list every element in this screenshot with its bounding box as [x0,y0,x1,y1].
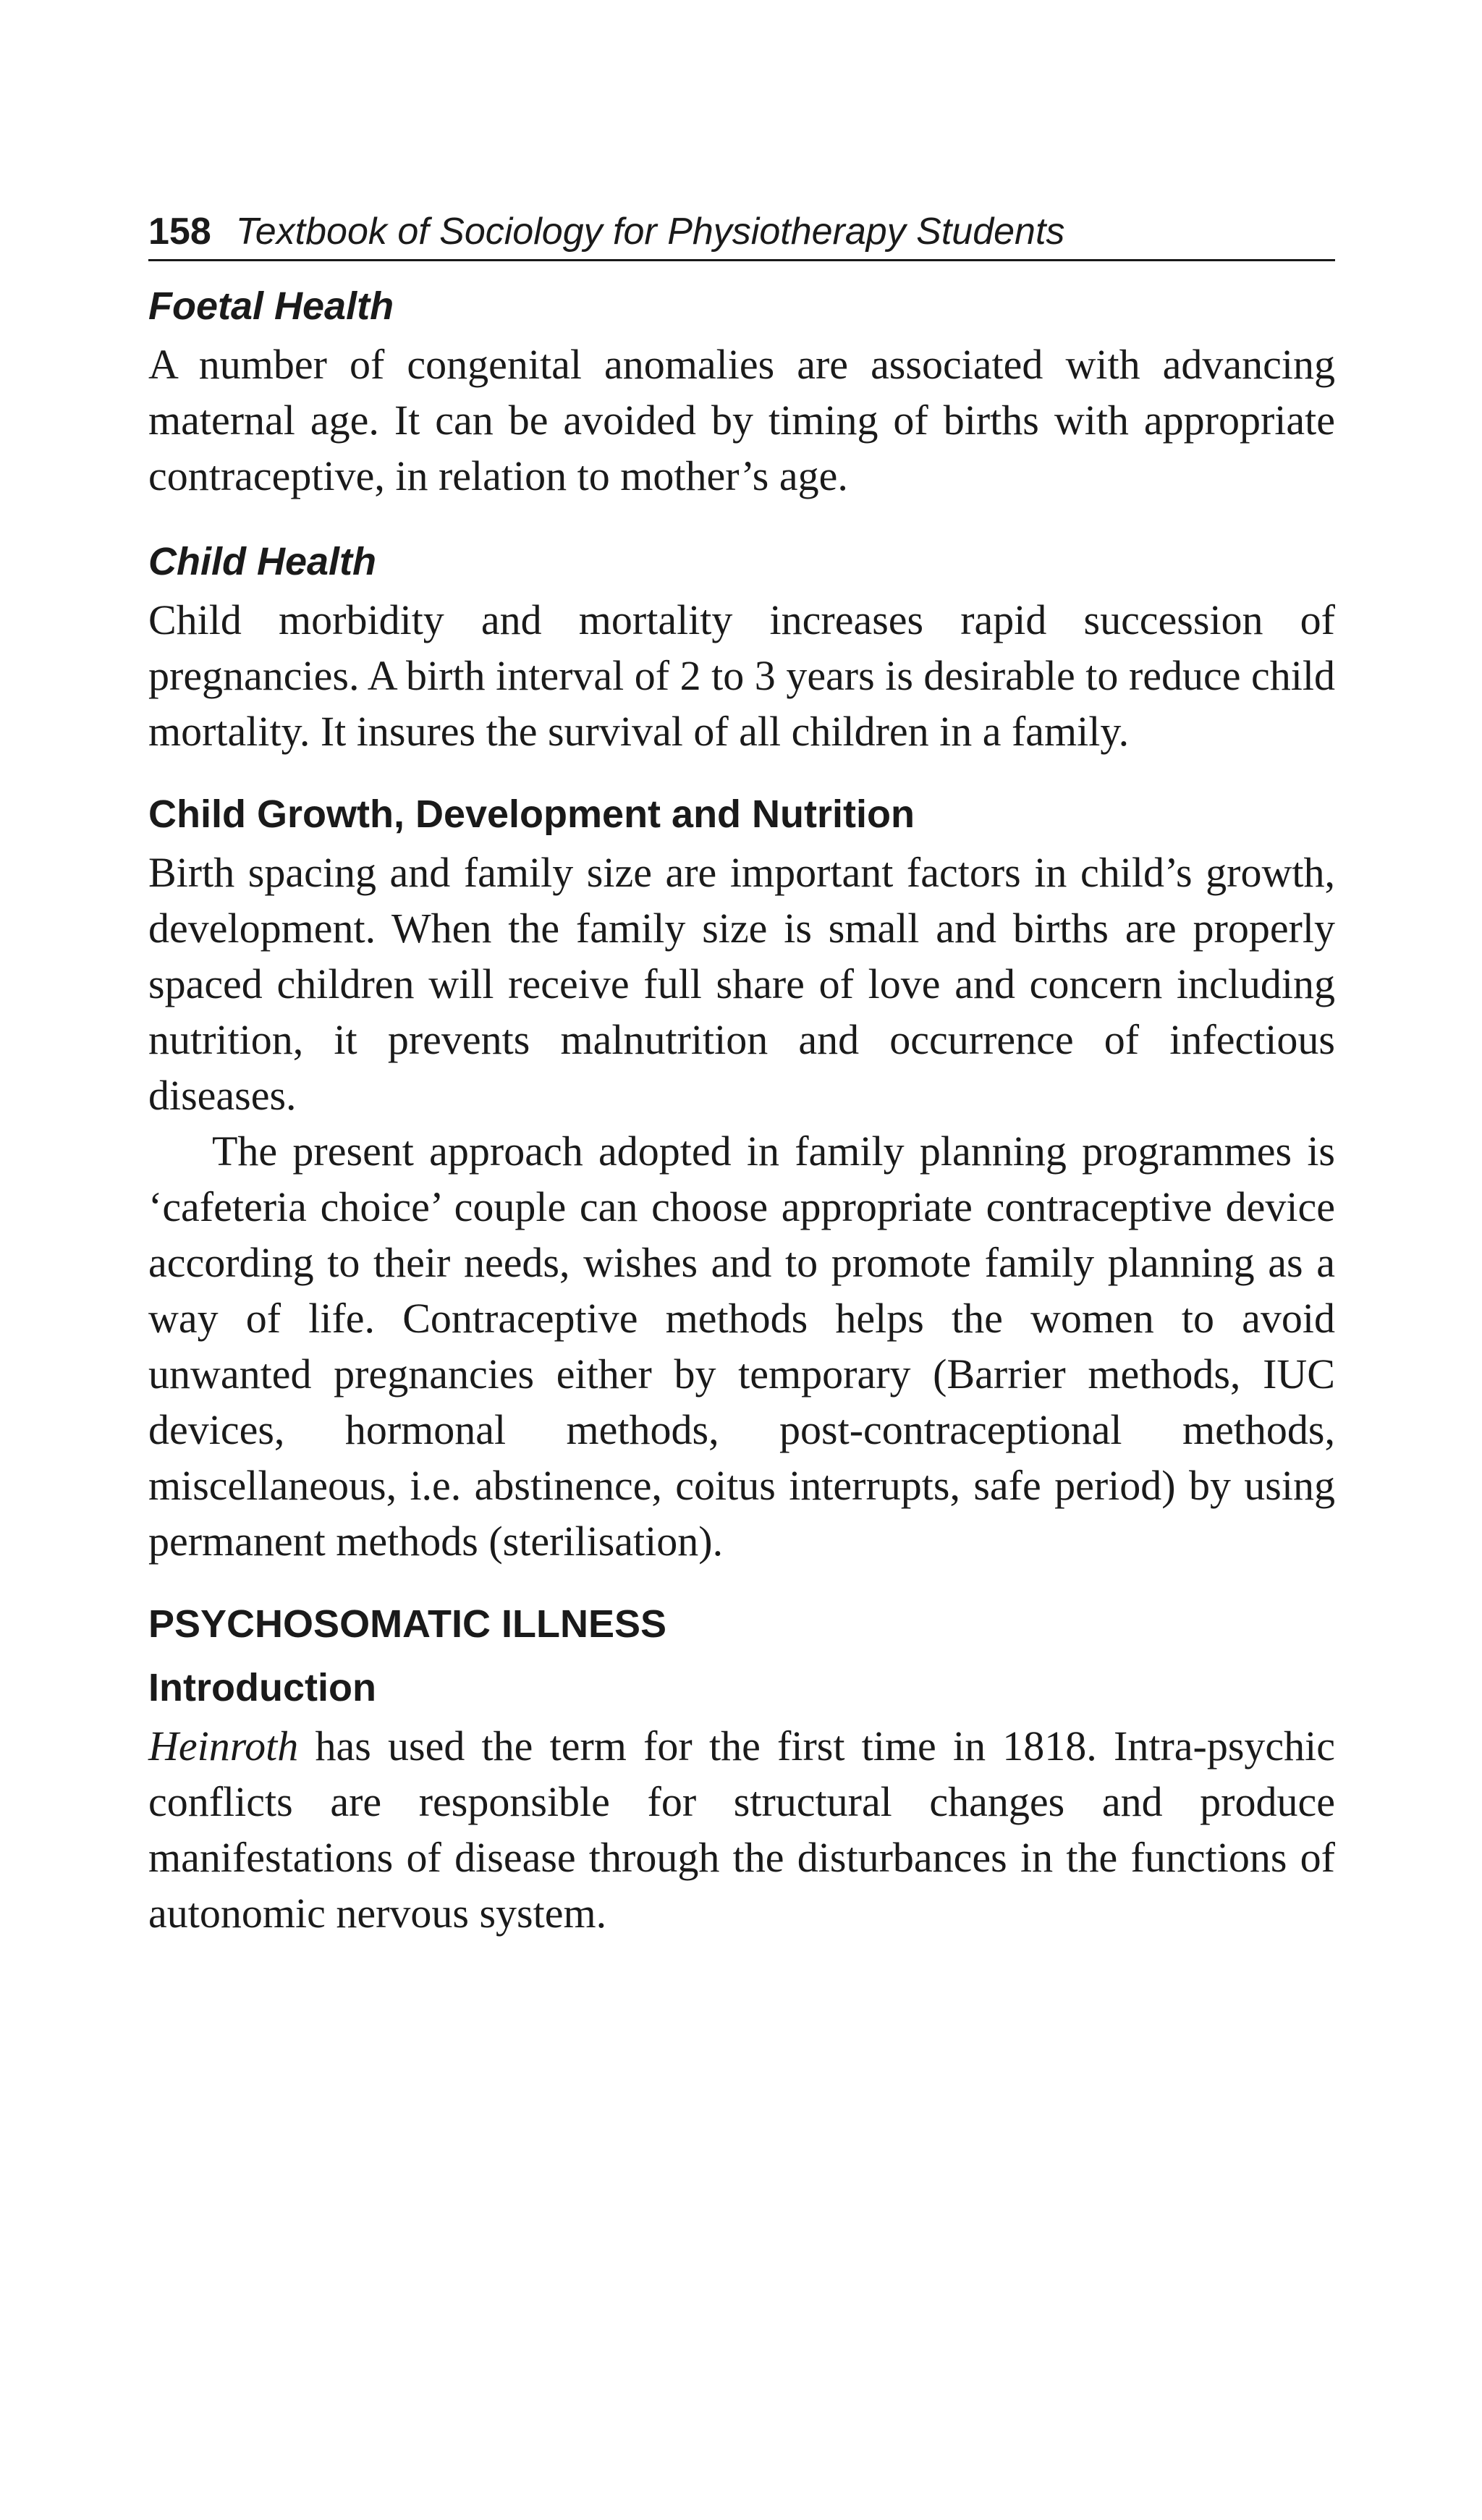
paragraph-family-planning: The present approach adopted in family planning programmes is ‘cafeteria choice’ couple can choose appropriate contraceptive device according to their needs, wishes and to promote family planning as a way of life. Contraceptive methods helps the women to avoid unwanted pregnancies either by temporary (Barrier methods, IUC devices, hormonal methods, post-contraceptional methods, miscellaneous, i.e. abstinence, coitus interrupts, safe period) by using permanent methods (sterilisation). [148,1128,1335,1565]
heading-child-growth: Child Growth, Development and Nutrition [148,792,915,836]
paragraph-introduction [148,1718,1335,1941]
paragraph-child-growth: Birth spacing and family size are important factors in child’s growth, development. When the family size is small and births are properly spaced children will receive full share of love and concern including nutrition, it prevents malnutrition and occurrence of infectious diseases. [148,849,1335,1119]
page-number: 158 [148,211,211,253]
heading-child-health: Child Health [148,540,377,583]
running-header [148,210,1335,261]
introduction-text: has used the term for the first time in 1818. Intra-psychic conflicts are responsible for structural changes and produce manifestations of disease through the disturbances in the functions of autonomic nervous system. [148,1722,1335,1937]
page [148,210,1335,1941]
paragraph-child-health: Child morbidity and mortality increases rapid succession of pregnancies. A birth interval of 2 to 3 years is desirable to reduce child mortality. It insures the survival of all children in a family. [148,596,1335,755]
paragraph-foetal-health: A number of congenital anomalies are associated with advancing maternal age. It can be avoided by timing of births with appropriate contraceptive, in relation to mother’s age. [148,341,1335,499]
author-name: Heinroth [148,1722,299,1770]
heading-foetal-health: Foetal Health [148,284,394,328]
book-title: Textbook of Sociology for Physiotherapy Students [235,211,1065,253]
heading-psychosomatic-illness: PSYCHOSOMATIC ILLNESS [148,1602,667,1646]
heading-introduction: Introduction [148,1666,376,1709]
